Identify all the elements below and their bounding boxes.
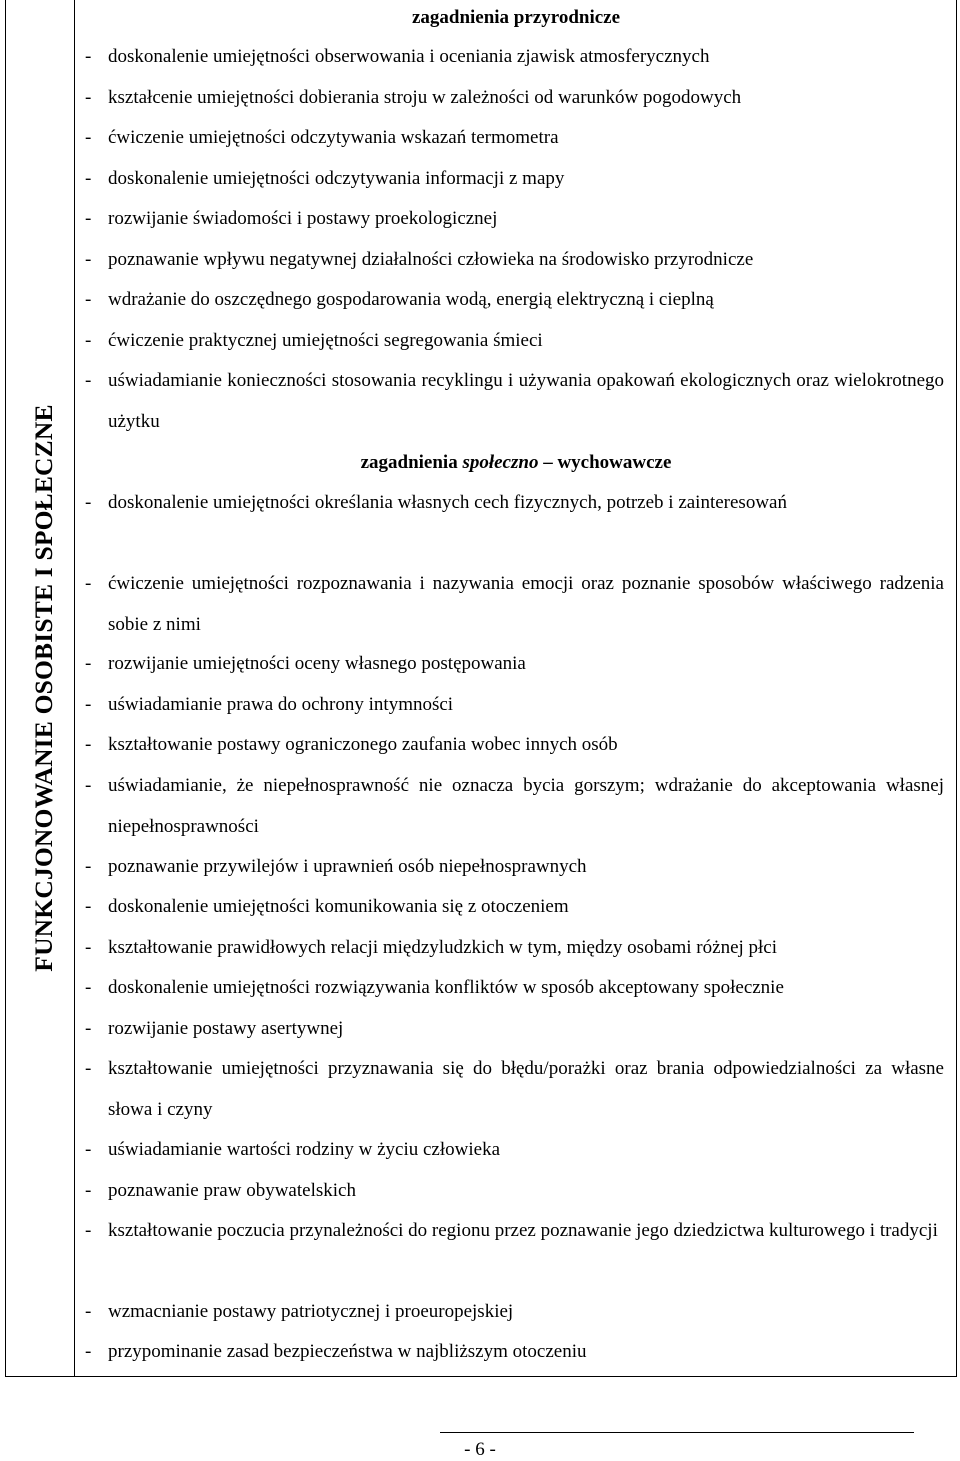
list-item: - doskonalenie umiejętności określania własnych cech fizycznych, potrzeb i zainteresowań <box>85 492 787 513</box>
list-item: - kształtowanie umiejętności przyznawania się do błędu/porażki oraz brania odpowiedzialności za własne słowa i czyny <box>85 1058 944 1120</box>
list-item: - doskonalenie umiejętności odczytywania informacji z mapy <box>85 168 565 189</box>
list-item: - kształtowanie poczucia przynależności do regionu przez poznawanie jego dziedzictwa kulturowego i tradycji <box>85 1220 938 1241</box>
side-label: FUNKCJONOWANIE OSOBISTE I SPOŁECZNE <box>29 404 58 972</box>
page-number: - 6 - <box>464 1439 496 1460</box>
list-item: - poznawanie przywilejów i uprawnień osób niepełnosprawnych <box>85 856 587 877</box>
list-item: - rozwijanie świadomości i postawy proekologicznej <box>85 208 498 229</box>
list-item: - rozwijanie postawy asertywnej <box>85 1018 344 1039</box>
list-item: - doskonalenie umiejętności rozwiązywania konfliktów w sposób akceptowany społecznie <box>85 977 784 998</box>
list-item: - kształtowanie prawidłowych relacji międzyludzkich w tym, między osobami różnej płci <box>85 937 778 958</box>
list-item: - ćwiczenie praktycznej umiejętności segregowania śmieci <box>85 330 543 351</box>
list-item: - wzmacnianie postawy patriotycznej i proeuropejskiej <box>85 1301 514 1322</box>
list-item: - kształcenie umiejętności dobierania stroju w zależności od warunków pogodowych <box>85 87 742 108</box>
list-item: - ćwiczenie umiejętności rozpoznawania i nazywania emocji oraz poznanie sposobów właściwego radzenia sobie z nimi <box>85 573 944 635</box>
list-item: - poznawanie wpływu negatywnej działalności człowieka na środowisko przyrodnicze <box>85 249 754 270</box>
list-item: - uświadamianie prawa do ochrony intymności <box>85 694 454 715</box>
list-item: - ćwiczenie umiejętności odczytywania wskazań termometra <box>85 127 559 148</box>
list-item: - doskonalenie umiejętności obserwowania i oceniania zjawisk atmosferycznych <box>85 46 710 67</box>
list-item: - uświadamianie, że niepełnosprawność nie oznacza bycia gorszym; wdrażanie do akceptowania własnej niepełnosprawności <box>85 775 944 837</box>
content-table <box>5 0 957 1377</box>
list-item: - kształtowanie postawy ograniczonego zaufania wobec innych osób <box>85 734 618 755</box>
list-item: - poznawanie praw obywatelskich <box>85 1180 356 1201</box>
list-item: - uświadamianie konieczności stosowania recyklingu i używania opakowań ekologicznych oraz wielokrotnego użytku <box>85 370 944 432</box>
footer-divider <box>440 1432 914 1433</box>
list-item: - uświadamianie wartości rodziny w życiu człowieka <box>85 1139 500 1160</box>
list-item: - przypominanie zasad bezpieczeństwa w najbliższym otoczeniu <box>85 1341 587 1362</box>
section-heading-nature: zagadnienia przyrodnicze <box>411 7 621 28</box>
section-heading-social: zagadnienia społeczno – wychowawcze <box>360 452 672 473</box>
list-item: - doskonalenie umiejętności komunikowania się z otoczeniem <box>85 896 569 917</box>
side-label-cell <box>6 0 75 1376</box>
list-item: - wdrażanie do oszczędnego gospodarowania wodą, energią elektryczną i cieplną <box>85 289 714 310</box>
list-item: - rozwijanie umiejętności oceny własnego postępowania <box>85 653 526 674</box>
